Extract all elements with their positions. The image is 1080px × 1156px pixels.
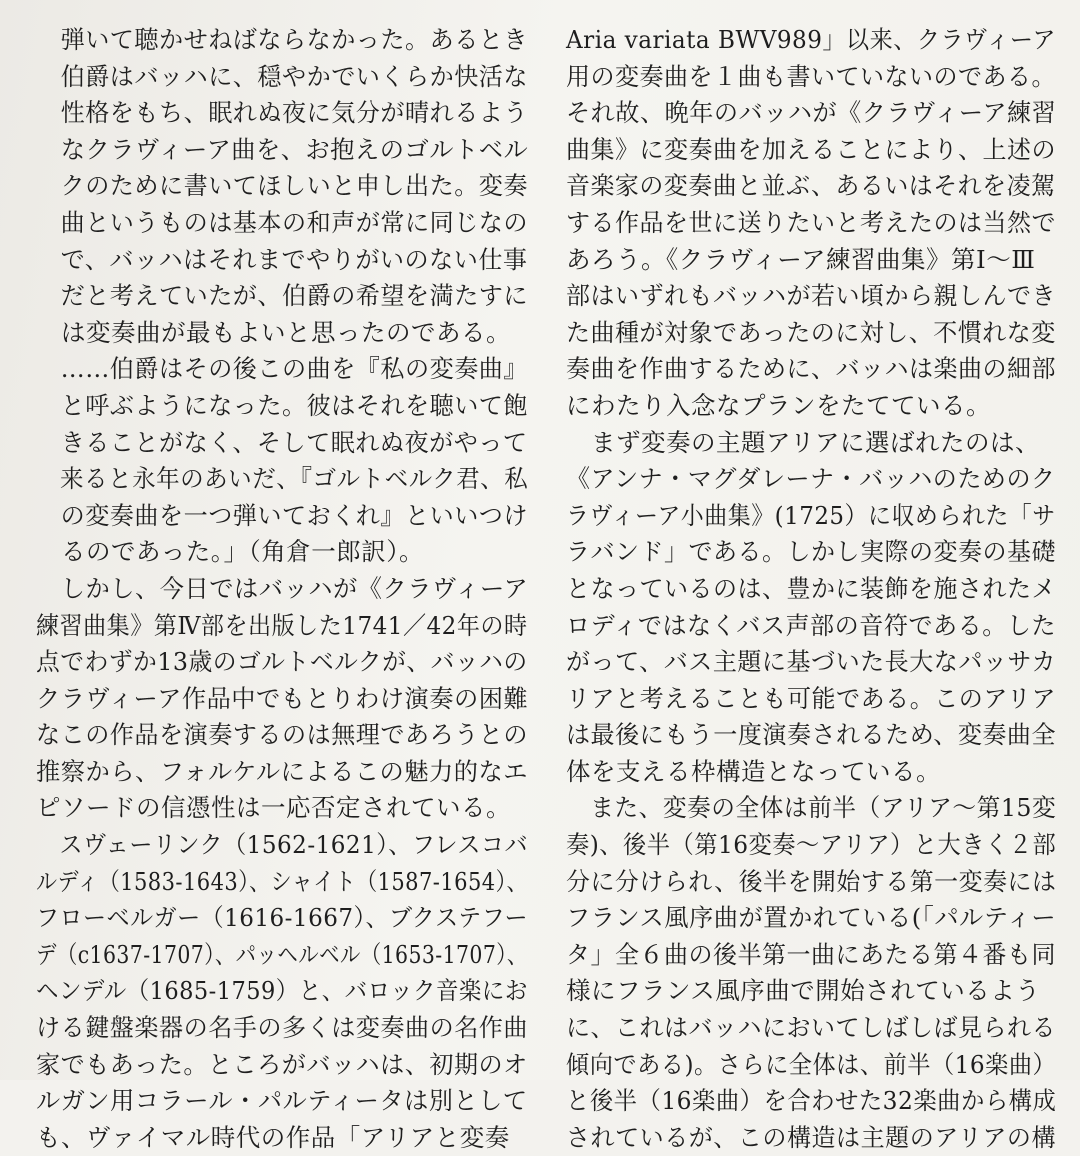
text-line: と後半（16楽曲）を合わせた32楽曲から構成 [566,1086,1057,1116]
text-line: の変奏曲を一つ弾いておくれ』といいつけ [36,500,528,530]
text-line: ……伯爵はその後この曲を『私の変奏曲』 [36,354,528,384]
text-line: 来ると永年のあいだ、『ゴルトベルク君、私 [36,464,529,494]
text-line: 傾向である)。さらに全体は、前半（16楽曲） [566,1049,1057,1079]
text-line: 家でもあった。ところがバッハは、初期のオ [36,1049,528,1079]
text-line: るのであった。」（角倉一郎訳）。 [36,537,425,567]
text-line: それ故、晩年のバッハが《クラヴィーア練習 [566,98,1057,128]
text-line: フランス風序曲が置かれている(「パルティー [566,903,1057,933]
right-text-column [566,22,1056,1156]
text-line: ラバンド」である。しかし実際の変奏の基礎 [566,537,1056,567]
text-line: スヴェーリンク（1562-1621）、フレスコバ [36,830,529,860]
text-line: と呼ぶようになった。彼はそれを聴いて飽 [36,390,528,420]
text-line: 練習曲集》第Ⅳ部を出版した1741／42年の時 [36,610,528,640]
text-line: Aria variata BWV989」以来、クラヴィーア [566,25,1056,54]
text-line: きることがなく、そして眠れぬ夜がやって [36,427,528,457]
text-line: しかし、今日ではバッハが《クラヴィーア [36,573,529,603]
text-line: 体を支える枠構造となっている。 [566,756,941,786]
text-line: 伯爵はバッハに、穏やかでいくらか快活な [36,61,528,91]
text-line: デ（c1637-1707）、パッヘルベル（1653-1707）、 [36,939,528,969]
text-line: 《アンナ・マグダレーナ・バッハのためのク [566,464,1056,494]
text-line: クのために書いてほしいと申し出た。変奏 [36,171,528,201]
text-line: 曲というものは基本の和声が常に同じなの [36,207,528,237]
text-line: 推察から、フォルケルによるこの魅力的なエ [36,756,529,786]
text-line: ロディではなくバス声部の音符である。した [566,610,1057,640]
text-line: 様にフランス風序曲で開始されているよう [566,976,1041,1006]
text-line: は変奏曲が最もよいと思ったのである。 [36,317,511,347]
text-line: ルガン用コラール・パルティータは別として [36,1086,528,1116]
text-line: ラヴィーア小曲集》(1725）に収められた「サ [566,500,1056,530]
text-line: も、ヴァイマル時代の作品「アリアと変奏 [36,1122,510,1152]
text-line: リアと考えることも可能である。このアリア [566,683,1057,713]
text-line: に、これはバッハにおいてしばしば見られる [566,1013,1056,1043]
text-line: なクラヴィーア曲を、お抱えのゴルトベル [36,134,529,164]
text-line: クラヴィーア作品中でもとりわけ演奏の困難 [36,683,529,713]
text-line: 点でわずか13歳のゴルトベルクが、バッハの [36,647,528,677]
text-line: 音楽家の変奏曲と並ぶ、あるいはそれを凌駕 [566,171,1056,201]
text-line: 性格をもち、眠れぬ夜に気分が晴れるよう [36,98,528,128]
text-line: がって、バス主題に基づいた長大なパッサカ [566,647,1057,677]
text-line: 用の変奏曲を１曲も書いていないのである。 [566,61,1056,91]
text-line: た曲種が対象であったのに対し、不慣れな変 [566,317,1056,347]
text-line: だと考えていたが、伯爵の希望を満たすに [36,281,528,311]
text-line: ルディ（1583-1643）、シャイト（1587-1654）、 [36,866,528,896]
text-line: あろう。《クラヴィーア練習曲集》第Ⅰ～Ⅲ [566,244,1036,274]
text-line: ピソードの信憑性は一応否定されている。 [36,793,511,823]
text-line: 弾いて聴かせねばならなかった。あるとき [36,25,528,54]
text-line: となっているのは、豊かに装飾を施されたメ [566,573,1056,603]
text-line: タ」全６曲の後半第一曲にあたる第４番も同 [566,939,1056,969]
text-line: ヘンデル（1685-1759）と、バロック音楽にお [36,976,528,1006]
text-line: されているが、この構造は主題のアリアの構 [566,1122,1057,1152]
text-line: また、変奏の全体は前半（アリア～第15変 [566,793,1057,823]
text-line: 分に分けられ、後半を開始する第一変奏には [566,866,1057,896]
text-line: 部はいずれもバッハが若い頃から親しんでき [566,281,1056,311]
left-text-column [36,22,528,1156]
text-line: で、バッハはそれまでやりがいのない仕事 [36,244,528,274]
text-line: する作品を世に送りたいと考えたのは当然で [566,207,1056,237]
text-line: なこの作品を演奏するのは無理であろうとの [36,720,528,750]
text-line: 奏)、後半（第16変奏～アリア）と大きく２部 [566,830,1057,860]
text-line: 曲集》に変奏曲を加えることにより、上述の [566,134,1056,164]
text-line: ける鍵盤楽器の名手の多くは変奏曲の名作曲 [36,1013,528,1043]
text-line: にわたり入念なプランをたてている。 [566,390,991,420]
text-line: フローベルガー（1616-1667）、ブクステフー [36,903,529,933]
text-line: 奏曲を作曲するために、バッハは楽曲の細部 [566,354,1056,384]
text-line: まず変奏の主題アリアに選ばれたのは、 [566,427,1041,457]
text-line: は最後にもう一度演奏されるため、変奏曲全 [566,720,1057,750]
